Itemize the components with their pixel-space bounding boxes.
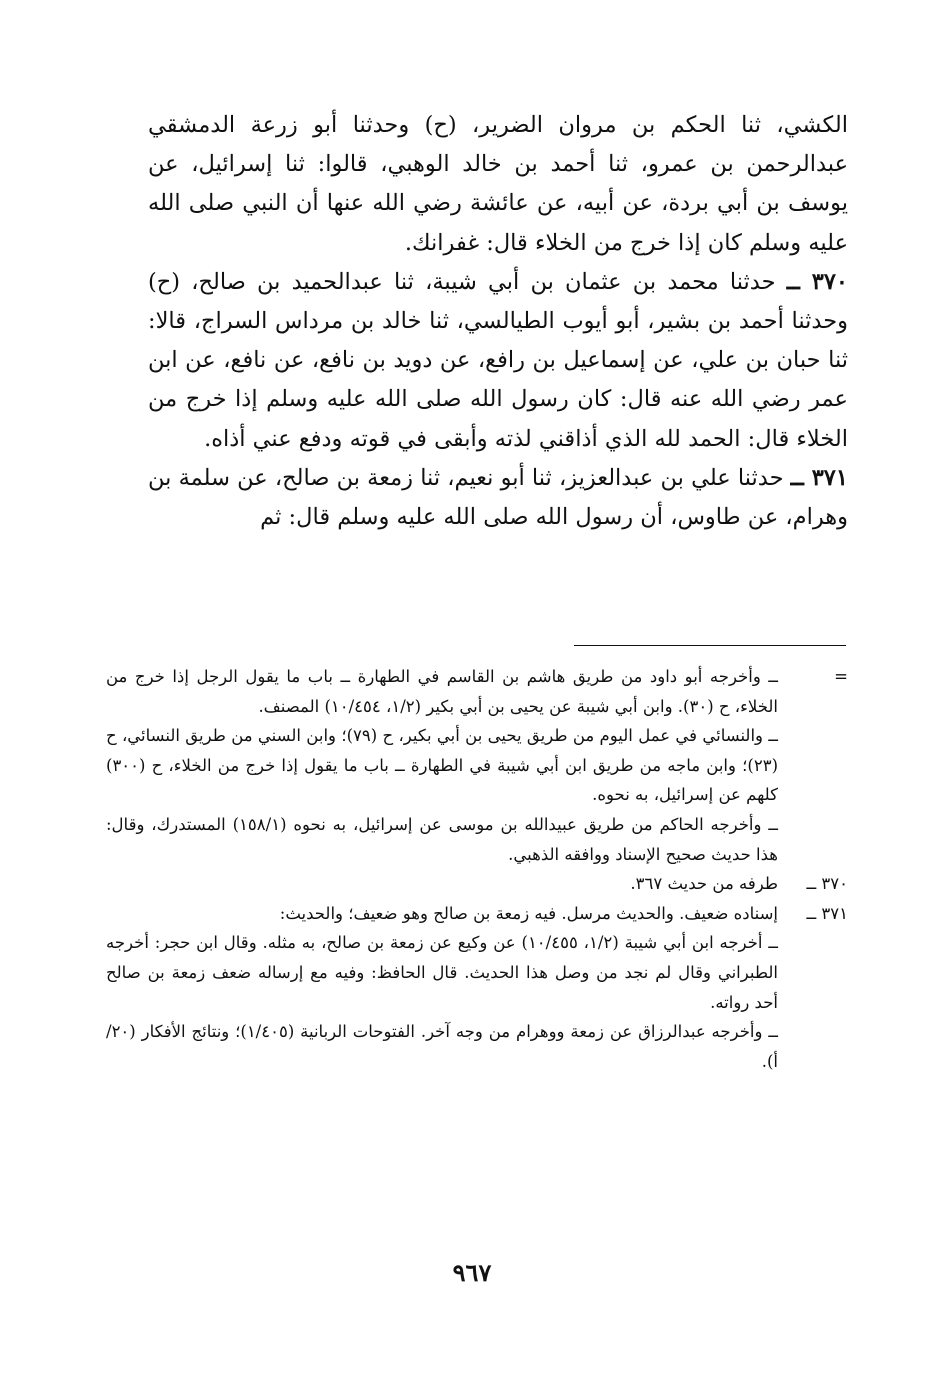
footnote-paragraph: طرفه من حديث ٣٦٧. <box>630 874 778 894</box>
page-number: ٩٦٧ <box>452 1258 492 1287</box>
hadith-number: ٣٧١ ــ <box>790 464 848 491</box>
footnote-paragraph: ــ وأخرجه أبو داود من طريق هاشم بن القاسم في الطهارة ــ باب ما يقول الرجل إذا خرج من الخلاء، ح (٣٠). وابن أبي شيبة عن يحيى بن أبي بكير (١/٢، ١٠/٤٥٤) المصنف. <box>106 667 778 716</box>
footnote-divider <box>574 645 846 646</box>
footnote-body <box>106 899 778 1077</box>
footnote-371 <box>106 899 848 1077</box>
footnote-paragraph: إسناده ضعيف. والحديث مرسل. فيه زمعة بن صالح وهو ضعيف؛ والحديث: <box>279 903 778 923</box>
footnote-paragraph: ــ وأخرجه عبدالرزاق عن زمعة ووهرام من وجه آخر. الفتوحات الربانية (١/٤٠٥)؛ ونتائج الأفكار (٢٠/أ). <box>106 1022 778 1071</box>
footnote-body <box>106 869 778 899</box>
footnote-continuation <box>106 662 848 869</box>
footnote-paragraph: ــ أخرجه ابن أبي شيبة (١/٢، ١٠/٤٥٥) عن وكيع عن زمعة بن صالح، به مثله. وقال ابن حجر: أخرجه الطبراني وقال لم نجد من وصل هذا الحديث. قال الحافظ: وفيه مع إرساله ضعف زمعة بن صالح أحد رواته. <box>106 933 778 1012</box>
paragraph-text: الكشي، ثنا الحكم بن مروان الضرير، (ح) وحدثنا أبو زرعة الدمشقي عبدالرحمن بن عمرو، ثنا أحمد بن خالد الوهبي، قالوا: ثنا إسرائيل، عن يوسف بن أبي بردة، عن أبيه، عن عائشة رضي الله عنها أن النبي صلى الله عليه وسلم كان إذا خرج من الخلاء قال: غفرانك. <box>148 112 848 256</box>
footnote-label: ٣٧٠ ــ <box>806 874 848 894</box>
footnote-body <box>106 662 778 869</box>
hadith-370 <box>148 263 848 459</box>
footnote-370 <box>106 869 848 899</box>
hadith-number: ٣٧٠ ــ <box>786 268 848 295</box>
paragraph-text: حدثنا محمد بن عثمان بن أبي شيبة، ثنا عبدالحميد بن صالح، (ح) وحدثنا أحمد بن بشير، أبو أيوب الطيالسي، ثنا خالد بن مرداس السراج، قالا: ثنا حبان بن علي، عن إسماعيل بن رافع، عن دويد بن نافع، عن نافع، عن ابن عمر رضي الله عنه قال: كان رسول الله صلى الله عليه وسلم إذا خرج من الخلاء قال: الحمد لله الذي أذاقني لذته وأبقى في قوته ودفع عني أذاه. <box>148 268 848 452</box>
footnote-label: ٣٧١ ــ <box>806 903 848 923</box>
footnote-paragraph: ــ والنسائي في عمل اليوم من طريق يحيى بن أبي بكير، ح (٧٩)؛ وابن السني من طريق النسائي، ح (٢٣)؛ وابن ماجه من طريق ابن أبي شيبة في الطهارة ــ باب ما يقول إذا خرج من الخلاء، ح (٣٠٠) كلهم عن إسرائيل، به نحوه. <box>106 726 778 805</box>
footnote-paragraph: ــ وأخرجه الحاكم من طريق عبيدالله بن موسى عن إسرائيل، به نحوه (١٥٨/١) المستدرك، وقال: هذا حديث صحيح الإسناد ووافقه الذهبي. <box>106 814 778 864</box>
paragraph-text: حدثنا علي بن عبدالعزيز، ثنا أبو نعيم، ثنا زمعة بن صالح، عن سلمة بن وهرام، عن طاوس، أن رسول الله صلى الله عليه وسلم قال: ثم <box>148 464 848 531</box>
footnotes <box>106 662 848 1076</box>
hadith-371 <box>148 459 848 537</box>
main-text <box>148 106 848 537</box>
footnote-label: = <box>834 667 848 686</box>
paragraph-continuation <box>148 106 848 263</box>
